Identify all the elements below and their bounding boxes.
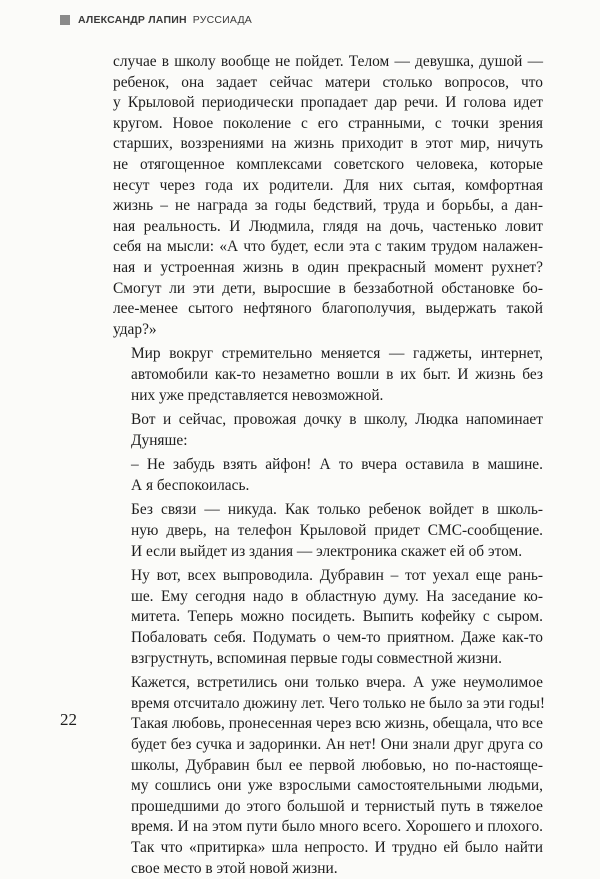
text-line: не отягощенное комплексами советского человека, которые [113, 155, 543, 173]
text-line: митета. Теперь можно посидеть. Выпить кофейку с сыром. [131, 608, 543, 626]
text-line: случае в школу вообще не пойдет. Телом — девушка, душой — [113, 53, 543, 70]
paragraph [113, 500, 543, 562]
paragraph [113, 344, 543, 406]
text-line: ная и устроенная жизнь в один прекрасный момент рухнет? [113, 258, 543, 276]
text-line: Так что «притирка» шла непросто. И трудно ей было найти [131, 838, 543, 856]
text-line: И если выйдет из здания — электроника скажет ей об этом. [131, 542, 523, 560]
text-line: взгрустнуть, вспоминая первые годы совместной жизни. [131, 649, 502, 667]
text-line: школы, Дубравин был ее первой любовью, но по-настояще- [131, 756, 543, 774]
text-line: Ну вот, всех выпроводила. Дубравин – тот уехал еще рань- [131, 567, 543, 585]
text-line: свое место в этой новой жизни. [131, 859, 338, 877]
text-line: А я беспокоилась. [131, 476, 250, 494]
text-line: лее-менее сытого нефтяного благополучия, выдержать такой [113, 300, 543, 318]
header-author: АЛЕКСАНДР ЛАПИН [78, 14, 187, 26]
text-line: будет без сучка и задоринки. Ан нет! Они знали друг друга со [131, 736, 543, 753]
text-line: Побаловать себя. Подумать о чем-то приятном. Даже как-то [131, 629, 543, 647]
text-line: несут через года их родители. Для них сытая, комфортная [113, 176, 543, 194]
text-line: Дуняше: [131, 431, 188, 449]
body-text [113, 52, 546, 879]
text-line: время. И на этом пути было много всего. Хорошего и плохого. [131, 818, 543, 836]
text-line: автомобили как-то незаметно вошли в их быт. И жизнь без [131, 365, 543, 383]
text-line: прошедшими до этого большой и тернистый путь в тяжелое [131, 797, 543, 815]
text-line: Вот и сейчас, провожая дочку в школу, Людка напоминает [131, 411, 543, 429]
running-header [60, 14, 252, 26]
text-line: у Крыловой периодически пропадает дар речи. И голова идет [113, 94, 543, 112]
text-line: ребенок, она задает сейчас матери столько вопросов, что [113, 73, 543, 91]
text-line: Без связи — никуда. Как только ребенок войдет в школь- [131, 501, 543, 519]
text-line: себя на мысли: «А что будет, если эта с таким трудом налажен- [113, 238, 543, 256]
text-line: них уже представляется невозможной. [131, 386, 384, 404]
paragraph [113, 52, 543, 340]
paragraph [113, 566, 543, 669]
text-line: – Не забудь взять айфон! А то вчера оставила в машине. [131, 456, 543, 474]
text-line: Кажется, встретились они только вчера. А уже неумолимое [131, 674, 543, 692]
text-line: ная реальность. И Людмила, глядя на дочь, частенько ловит [113, 217, 543, 235]
text-line: старших, воззрениями на жизнь приходит в этот мир, ничуть [113, 135, 543, 153]
text-line: время отсчитало дюжину лет. Чего только не было за эти годы! [131, 694, 546, 712]
text-line: кругом. Новое поколение с его странными, с точки зрения [113, 114, 543, 132]
text-line: жизнь – не награда за годы бедствий, труда и борьбы, а дан- [113, 197, 543, 215]
text-line: удар?» [113, 320, 157, 338]
text-line: ше. Ему сегодня надо в областную думу. На заседание ко- [131, 587, 543, 605]
text-line: Смогут ли эти дети, выросшие в беззаботной обстановке бо- [113, 279, 543, 297]
text-line: Такая любовь, пронесенная через всю жизнь, обещала, что все [131, 715, 543, 733]
header-book-title: РУССИАДА [192, 14, 252, 26]
text-line: му сошлись они уже взрослыми самостоятельными людьми, [131, 777, 543, 795]
paragraph [113, 673, 546, 879]
text-line: ную дверь, на телефон Крыловой придет СМС-сообщение. [131, 522, 543, 540]
paragraph [113, 410, 543, 451]
text-line: Мир вокруг стремительно меняется — гаджеты, интернет, [131, 345, 543, 363]
header-square-marker [60, 15, 70, 25]
page-number: 22 [60, 710, 77, 729]
paragraph [113, 455, 543, 496]
